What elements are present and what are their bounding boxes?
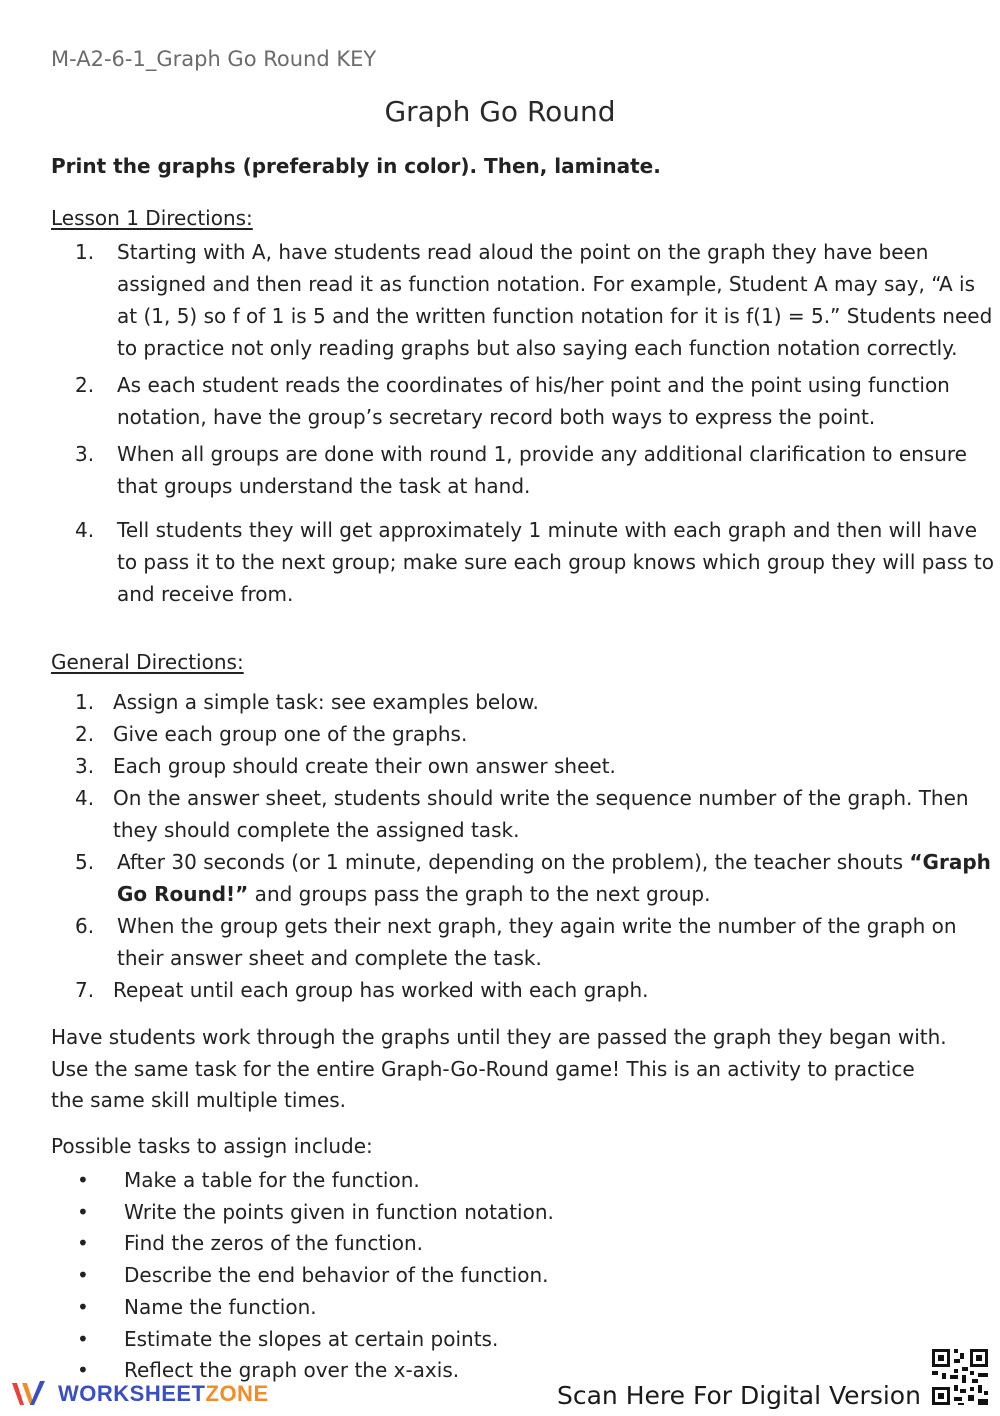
- item-number: 1.: [75, 240, 95, 264]
- list-item: [51, 514, 1000, 610]
- bullet-icon: •: [77, 1326, 89, 1351]
- list-item: [51, 1292, 554, 1324]
- list-item: [51, 438, 1000, 502]
- list-item: [51, 1324, 554, 1356]
- item-number: 6.: [75, 914, 95, 938]
- item-text: [51, 846, 1000, 910]
- item-text: Each group should create their own answer sheet.: [113, 754, 616, 778]
- list-item: [51, 1165, 554, 1197]
- list-item: [51, 974, 1000, 1006]
- item-number: 4.: [75, 786, 95, 810]
- worksheetzone-logo-icon: [10, 1379, 54, 1409]
- list-item: [51, 236, 1000, 364]
- list-item: [51, 1228, 554, 1260]
- item-number: 2.: [75, 373, 95, 397]
- general-directions-heading: General Directions:: [51, 650, 244, 674]
- item-text-part: and groups pass the graph to the next group.: [248, 882, 711, 906]
- bullet-icon: •: [77, 1168, 89, 1192]
- bullet-icon: •: [77, 1294, 89, 1319]
- list-item: [51, 782, 1000, 846]
- item-number: 3.: [75, 442, 95, 466]
- list-item: [51, 1197, 554, 1229]
- brand-logo[interactable]: [10, 1377, 269, 1411]
- item-text: On the answer sheet, students should write the sequence number of the graph. Then they should complete the assigned task.: [113, 786, 969, 842]
- bullet-icon: •: [77, 1231, 89, 1256]
- item-text: Give each group one of the graphs.: [113, 722, 468, 746]
- bullet-icon: •: [77, 1358, 89, 1383]
- item-text: When all groups are done with round 1, provide any additional clarification to ensure that groups understand the task at hand.: [117, 442, 967, 498]
- item-text: Repeat until each group has worked with each graph.: [113, 978, 649, 1002]
- tasks-intro: Possible tasks to assign include:: [51, 1134, 373, 1158]
- task-text: Reflect the graph over the x-axis.: [124, 1358, 460, 1383]
- document-id: M-A2-6-1_Graph Go Round KEY: [51, 47, 377, 71]
- brand-name: [58, 1381, 269, 1407]
- brand-name-part1: WORKSHEET: [58, 1381, 206, 1406]
- list-item: [51, 369, 1000, 433]
- item-number: 1.: [75, 690, 95, 714]
- item-number: 3.: [75, 754, 95, 778]
- list-item: [51, 750, 1000, 782]
- item-text: When the group gets their next graph, they again write the number of the graph on their answer sheet and complete the task.: [117, 914, 957, 970]
- bold-phrase: “Graph Go Round!”: [117, 850, 991, 906]
- lesson1-heading: Lesson 1 Directions:: [51, 206, 253, 230]
- general-directions-list: [51, 686, 1000, 1006]
- item-text: Starting with A, have students read aloud the point on the graph they have been assigned and then read it as function notation. For example, Student A may say, “A is at (1, 5) so f of 1 is 5 and the written function notation for it is f(1) = 5.” Students need to practice not only reading graphs but also saying each function notation correctly.: [117, 240, 993, 360]
- brand-name-part2: ZONE: [205, 1381, 269, 1406]
- task-text: Describe the end behavior of the function.: [124, 1263, 549, 1288]
- lesson1-list: [51, 236, 1000, 615]
- task-text: Write the points given in function notation.: [124, 1199, 554, 1224]
- item-text: As each student reads the coordinates of his/her point and the point using function notation, have the group’s secretary record both ways to express the point.: [117, 373, 950, 429]
- list-item: [51, 686, 1000, 718]
- list-item: [51, 718, 1000, 750]
- item-number: 5.: [75, 850, 95, 874]
- bullet-icon: •: [77, 1199, 89, 1224]
- task-text: Find the zeros of the function.: [124, 1231, 423, 1256]
- activity-paragraph: Have students work through the graphs until they are passed the graph they began with. Use the same task for the entire Graph-Go-Round game! This is an activity to practice the same skill multiple times.: [51, 1025, 947, 1112]
- page-title: Graph Go Round: [384, 95, 616, 128]
- list-item: [51, 1260, 554, 1292]
- bullet-icon: •: [77, 1263, 89, 1288]
- item-number: 7.: [75, 978, 95, 1002]
- item-text: Tell students they will get approximately 1 minute with each graph and then will have to pass it to the next group; make sure each group knows which group they will pass to and receive from.: [117, 518, 994, 606]
- task-text: Make a table for the function.: [124, 1168, 420, 1192]
- tasks-list: [51, 1165, 554, 1387]
- task-text: Name the function.: [124, 1294, 317, 1319]
- list-item: [51, 910, 1000, 974]
- task-text: Estimate the slopes at certain points.: [124, 1326, 499, 1351]
- print-instruction: Print the graphs (preferably in color). Then, laminate.: [51, 154, 661, 178]
- item-text-part: After 30 seconds (or 1 minute, depending on the problem), the teacher shouts: [117, 850, 910, 874]
- qr-code-icon[interactable]: [928, 1345, 992, 1409]
- item-number: 2.: [75, 722, 95, 746]
- item-text: Assign a simple task: see examples below.: [113, 690, 539, 714]
- list-item: [51, 846, 1000, 910]
- item-number: 4.: [75, 518, 95, 542]
- scan-caption: Scan Here For Digital Version: [557, 1381, 921, 1410]
